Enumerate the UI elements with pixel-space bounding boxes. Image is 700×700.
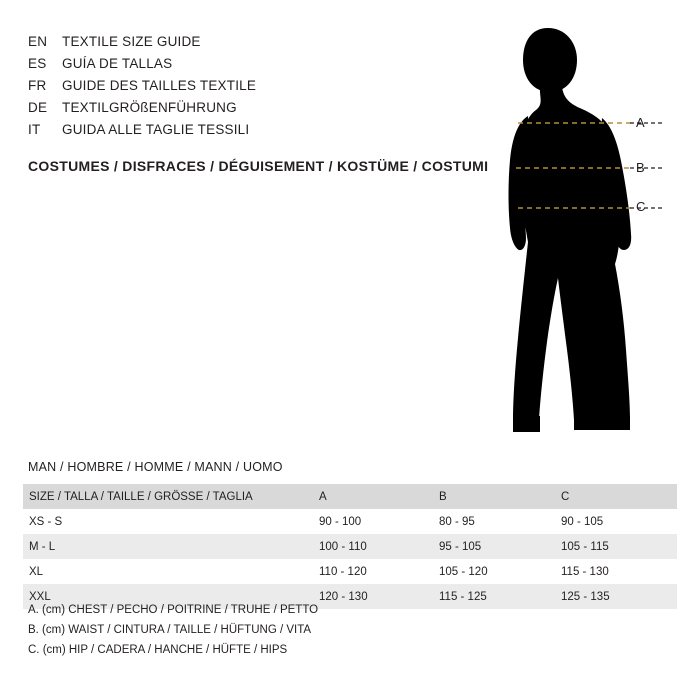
measure-label-c: C — [636, 199, 646, 214]
cell-size: XS - S — [29, 515, 63, 528]
column-header-c: C — [561, 490, 570, 503]
cell-c: 125 - 135 — [561, 590, 610, 603]
measurement-leaders — [630, 123, 662, 208]
table-header-row — [23, 484, 677, 509]
size-table — [23, 484, 677, 609]
language-code-it: IT — [28, 122, 41, 137]
language-row-de — [28, 100, 448, 122]
measure-label-b: B — [636, 160, 645, 175]
language-text-en: TEXTILE SIZE GUIDE — [62, 34, 201, 49]
cell-c: 105 - 115 — [561, 540, 609, 553]
cell-b: 80 - 95 — [439, 515, 475, 528]
legend-line-c: C. (cm) HIP / CADERA / HANCHE / HÜFTE / HIPS — [28, 644, 288, 656]
legend-line-a: A. (cm) CHEST / PECHO / POITRINE / TRUHE / PETTO — [28, 604, 319, 616]
language-row-fr — [28, 78, 448, 100]
table-row — [23, 534, 677, 559]
cell-b: 105 - 120 — [439, 565, 488, 578]
language-row-en — [28, 34, 448, 56]
category-title: COSTUMES / DISFRACES / DÉGUISEMENT / KOSTÜME / COSTUMI — [28, 158, 489, 174]
legend-line-b: B. (cm) WAIST / CINTURA / TAILLE / HÜFTUNG / VITA — [28, 624, 312, 636]
language-text-it: GUIDA ALLE TAGLIE TESSILI — [62, 122, 250, 137]
column-header-a: A — [319, 490, 327, 503]
cell-a: 110 - 120 — [319, 565, 367, 578]
cell-a: 90 - 100 — [319, 515, 362, 528]
cell-c: 115 - 130 — [561, 565, 609, 578]
language-row-es — [28, 56, 448, 78]
table-row — [23, 559, 677, 584]
column-header-size: SIZE / TALLA / TAILLE / GRÖSSE / TAGLIA — [29, 490, 253, 503]
language-code-en: EN — [28, 34, 48, 49]
cell-size: XXL — [29, 590, 51, 603]
language-text-de: TEXTILGRÖßENFÜHRUNG — [62, 100, 237, 115]
body-silhouette — [470, 20, 680, 440]
table-row — [23, 509, 677, 534]
table-group-heading: MAN / HOMBRE / HOMME / MANN / UOMO — [28, 460, 283, 474]
cell-b: 95 - 105 — [439, 540, 482, 553]
cell-a: 100 - 110 — [319, 540, 367, 553]
column-header-b: B — [439, 490, 447, 503]
language-row-it — [28, 122, 448, 144]
silhouette-shape — [509, 28, 632, 432]
measurement-legend — [28, 600, 318, 660]
cell-c: 90 - 105 — [561, 515, 604, 528]
cell-b: 115 - 125 — [439, 590, 487, 603]
cell-size: XL — [29, 565, 44, 578]
language-code-es: ES — [28, 56, 47, 71]
language-text-fr: GUIDE DES TAILLES TEXTILE — [62, 78, 257, 93]
cell-size: M - L — [29, 540, 56, 553]
language-text-es: GUÍA DE TALLAS — [62, 56, 173, 71]
language-code-fr: FR — [28, 78, 47, 93]
measure-label-a: A — [636, 115, 645, 130]
language-code-de: DE — [28, 100, 48, 115]
cell-a: 120 - 130 — [319, 590, 368, 603]
language-list — [28, 34, 448, 144]
